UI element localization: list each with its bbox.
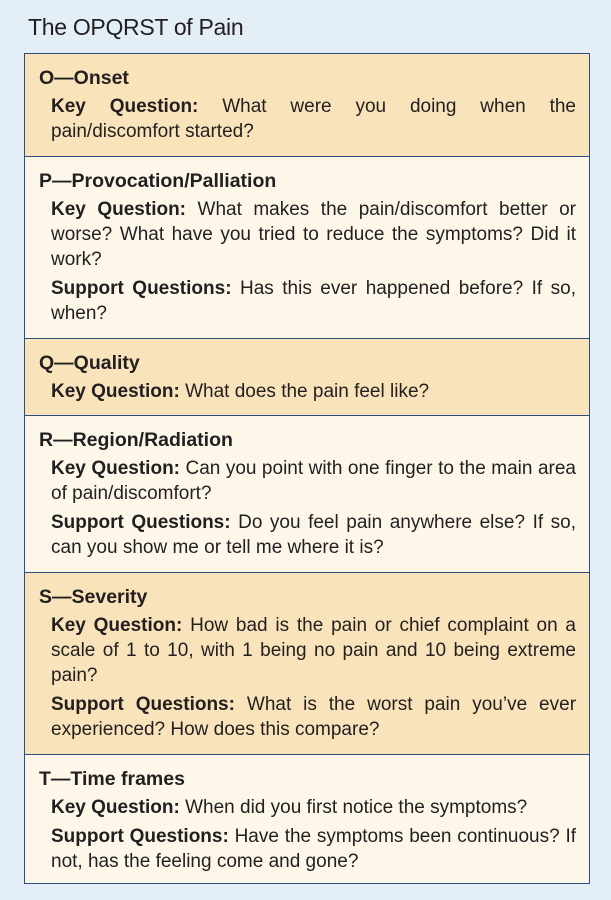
key-question bbox=[39, 197, 576, 272]
key-question-text: How bad is the pain or chief complaint on a scale of 1 to 10, with 1 being no pain and 10 being extreme pain? bbox=[51, 615, 576, 686]
support-questions-text: Have the symptoms been continuous? If not, has the feeling come and gone? bbox=[51, 826, 576, 872]
row-region bbox=[25, 416, 589, 573]
support-questions-text: What is the worst pain you’ve ever experienced? How does this compare? bbox=[51, 694, 577, 740]
support-questions-label: Support Questions: bbox=[51, 278, 232, 299]
support-questions-label: Support Questions: bbox=[51, 826, 229, 847]
opqrst-table bbox=[24, 53, 590, 884]
key-question-text: What does the pain feel like? bbox=[185, 381, 430, 402]
row-quality bbox=[25, 339, 589, 416]
page-title: The OPQRST of Pain bbox=[28, 14, 244, 40]
key-question-text: When did you first notice the symptoms? bbox=[185, 797, 528, 818]
key-question-text: What makes the pain/discomfort better or worse? What have you tried to reduce the symptoms? Did it work? bbox=[51, 199, 576, 270]
key-question-label: Key Question: bbox=[51, 96, 199, 117]
key-question bbox=[39, 613, 576, 688]
row-heading: T—Time frames bbox=[39, 768, 185, 790]
key-question-label: Key Question: bbox=[51, 615, 183, 636]
key-question-label: Key Question: bbox=[51, 797, 180, 818]
row-heading: R—Region/Radiation bbox=[39, 429, 233, 451]
row-onset bbox=[25, 54, 589, 157]
support-questions bbox=[39, 276, 576, 326]
key-question bbox=[39, 456, 576, 506]
key-question bbox=[39, 94, 576, 144]
key-question-text: What were you doing when the pain/discomfort started? bbox=[51, 96, 576, 142]
key-question bbox=[39, 379, 576, 404]
support-questions bbox=[39, 510, 576, 560]
support-questions-label: Support Questions: bbox=[51, 694, 235, 715]
row-heading: S—Severity bbox=[39, 586, 148, 608]
support-questions-text: Do you feel pain anywhere else? If so, can you show me or tell me where it is? bbox=[51, 512, 576, 558]
row-time-frames bbox=[25, 755, 589, 883]
row-severity bbox=[25, 573, 589, 755]
row-provocation bbox=[25, 157, 589, 339]
support-questions-label: Support Questions: bbox=[51, 512, 231, 533]
key-question-label: Key Question: bbox=[51, 458, 180, 479]
support-questions-text: Has this ever happened before? If so, when? bbox=[51, 278, 577, 324]
key-question-text: Can you point with one finger to the main area of pain/discomfort? bbox=[51, 458, 576, 504]
key-question bbox=[39, 795, 576, 820]
row-heading: P—Provocation/Palliation bbox=[39, 170, 277, 192]
support-questions bbox=[39, 692, 576, 742]
key-question-label: Key Question: bbox=[51, 381, 180, 402]
row-heading: Q—Quality bbox=[39, 352, 140, 374]
row-heading: O—Onset bbox=[39, 67, 129, 89]
key-question-label: Key Question: bbox=[51, 199, 187, 220]
support-questions bbox=[39, 824, 576, 874]
